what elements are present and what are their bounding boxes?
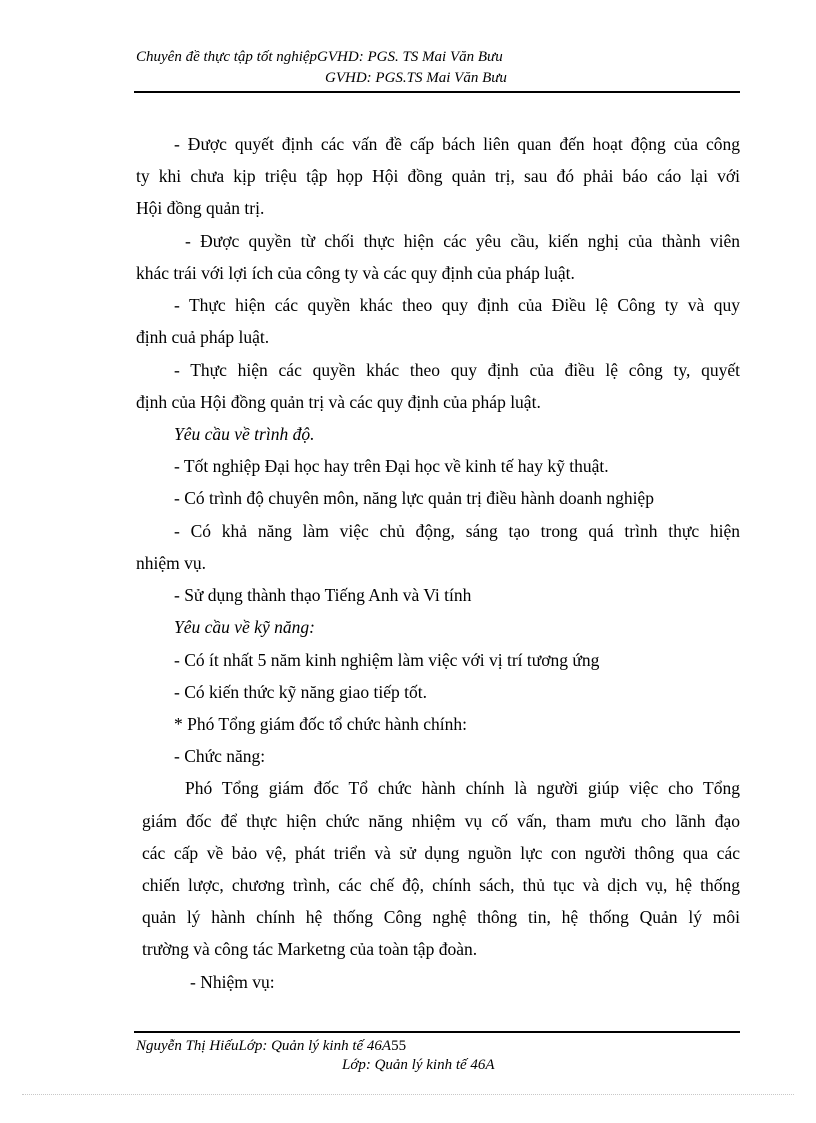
body-line: quản lý hành chính hệ thống Công nghệ thông tin, hệ thống Quản lý môi [142, 907, 740, 927]
section-heading: Yêu cầu về kỹ năng: [174, 617, 315, 637]
body-line: - Có kiến thức kỹ năng giao tiếp tốt. [174, 682, 427, 702]
body-line: - Chức năng: [174, 746, 266, 766]
footer-rule [134, 1031, 740, 1033]
body-line: Hội đồng quản trị. [136, 198, 265, 218]
body-line: khác trái với lợi ích của công ty và các quy định của pháp luật. [136, 263, 575, 283]
body-line: Phó Tổng giám đốc Tổ chức hành chính là người giúp việc cho Tổng [185, 778, 740, 798]
body-line: ty khi chưa kịp triệu tập họp Hội đồng quản trị, sau đó phải báo cáo lại với [136, 166, 740, 186]
body-line: các cấp về bảo vệ, phát triển và sử dụng nguồn lực con người thông qua các [142, 843, 740, 863]
footer-author [136, 1038, 406, 1055]
body-line: - Thực hiện các quyền khác theo quy định của Điều lệ Công ty và quy [174, 295, 740, 315]
body-line: trường và công tác Marketng của toàn tập đoàn. [142, 939, 478, 959]
body-line: chiến lược, chương trình, các chế độ, chính sách, thủ tục và dịch vụ, hệ thống [142, 875, 740, 895]
footer-author-text: Nguyễn Thị HiếuLớp: Quản lý kinh tế 46A [136, 1038, 392, 1054]
body-line: * Phó Tổng giám đốc tổ chức hành chính: [174, 714, 468, 734]
body-line: - Thực hiện các quyền khác theo quy định của điều lệ công ty, quyết [174, 360, 740, 380]
body-line: - Được quyết định các vấn đề cấp bách liên quan đến hoạt động của công [174, 134, 740, 154]
body-line: định của Hội đồng quản trị và các quy định của pháp luật. [136, 392, 541, 412]
body-line: - Được quyền từ chối thực hiện các yêu cầu, kiến nghị của thành viên [185, 231, 740, 251]
body-line: - Có trình độ chuyên môn, năng lực quản trị điều hành doanh nghiệp [174, 488, 654, 508]
header-advisor: GVHD: PGS.TS Mai Văn Bưu [325, 70, 507, 86]
page-number: 55 [391, 1038, 407, 1054]
body-line: giám đốc để thực hiện chức năng nhiệm vụ cố vấn, tham mưu cho lãnh đạo [142, 811, 740, 831]
section-heading: Yêu cầu về trình độ. [174, 424, 315, 444]
body-line: - Nhiệm vụ: [190, 972, 275, 992]
body-line: nhiệm vụ. [136, 553, 206, 573]
body-line: định cuả pháp luật. [136, 327, 270, 347]
body-line: - Tốt nghiệp Đại học hay trên Đại học về kinh tế hay kỹ thuật. [174, 456, 609, 476]
footer-class: Lớp: Quản lý kinh tế 46A [342, 1057, 495, 1073]
body-line: - Có ít nhất 5 năm kinh nghiệm làm việc với vị trí tương ứng [174, 650, 600, 670]
header-rule [134, 91, 740, 93]
header-title: Chuyên đề thực tập tốt nghiệpGVHD: PGS. TS Mai Văn Bưu [136, 49, 503, 65]
body-line: - Sử dụng thành thạo Tiếng Anh và Vi tính [174, 585, 472, 605]
body-line: - Có khả năng làm việc chủ động, sáng tạo trong quá trình thực hiện [174, 521, 740, 541]
page-bottom-divider [22, 1094, 794, 1095]
